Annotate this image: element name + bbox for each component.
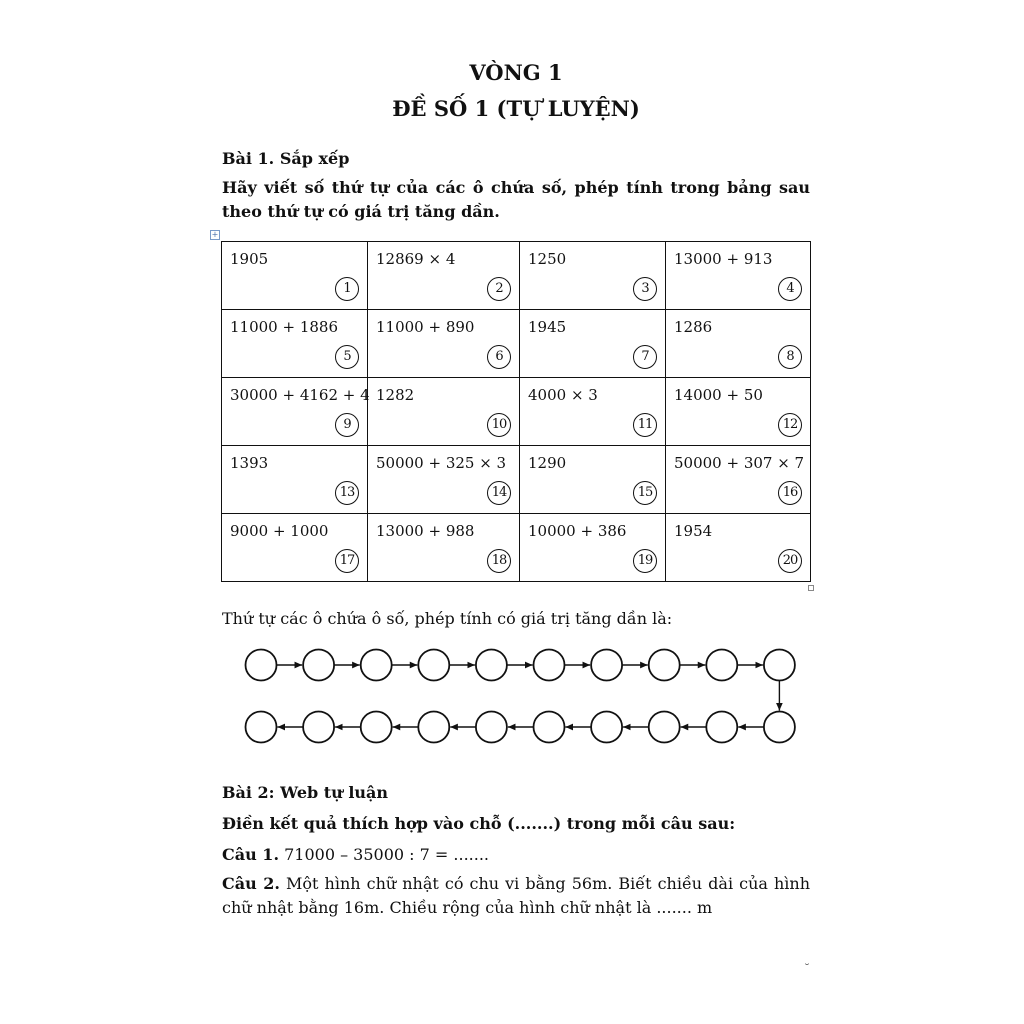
cell-expression: 30000 + 4162 + 4	[230, 386, 370, 404]
table-cell	[368, 514, 520, 582]
table-cell	[666, 446, 811, 514]
table-cell	[520, 514, 666, 582]
answer-slot-circle[interactable]	[418, 650, 449, 681]
cell-expression: 1286	[674, 318, 713, 336]
answer-slot-circle[interactable]	[246, 650, 277, 681]
table-cell	[520, 242, 666, 310]
answer-slot-circle[interactable]	[764, 712, 795, 743]
cell-expression: 1290	[528, 454, 567, 472]
table-cell	[520, 310, 666, 378]
cell-number-circle: 19	[633, 549, 657, 573]
bai2-heading: Bài 2: Web tự luận	[222, 783, 389, 802]
table-cell	[666, 514, 811, 582]
cell-number-circle: 8	[778, 345, 802, 369]
table-cell	[222, 378, 368, 446]
answer-slot-circle[interactable]	[303, 650, 334, 681]
cell-expression: 4000 × 3	[528, 386, 598, 404]
table-move-handle-icon[interactable]: +	[211, 230, 219, 239]
sorting-table	[221, 241, 811, 582]
cell-expression: 12869 × 4	[376, 250, 456, 268]
cell-number-circle: 11	[633, 413, 657, 437]
cell-number-circle: 1	[335, 277, 359, 301]
cell-number-circle: 2	[487, 277, 511, 301]
cell-number-circle: 20	[778, 549, 802, 573]
question-1-text: 71000 – 35000 : 7 = .......	[279, 845, 489, 864]
table-cell	[222, 242, 368, 310]
cell-expression: 10000 + 386	[528, 522, 627, 540]
cell-number-circle: 14	[487, 481, 511, 505]
cell-number-circle: 6	[487, 345, 511, 369]
answer-slot-circle[interactable]	[706, 712, 737, 743]
round-title: VÒNG 1	[469, 60, 563, 85]
cell-expression: 13000 + 913	[674, 250, 773, 268]
cell-number-circle: 3	[633, 277, 657, 301]
cell-number-circle: 13	[335, 481, 359, 505]
cell-number-circle: 5	[335, 345, 359, 369]
answer-slot-circle[interactable]	[534, 650, 565, 681]
cell-number-circle: 17	[335, 549, 359, 573]
table-cell	[222, 310, 368, 378]
cell-expression: 14000 + 50	[674, 386, 763, 404]
answer-slot-circle[interactable]	[246, 712, 277, 743]
bai1-instruction: Hãy viết số thứ tự của các ô chứa số, phép tính trong bảng sau theo thứ tự có giá trị tăng dần.	[222, 178, 810, 221]
answer-slot-circle[interactable]	[591, 650, 622, 681]
cell-number-circle: 9	[335, 413, 359, 437]
table-cell	[222, 514, 368, 582]
table-cell	[368, 446, 520, 514]
answer-slot-circle[interactable]	[418, 712, 449, 743]
answer-slot-circle[interactable]	[476, 650, 507, 681]
table-row	[222, 310, 811, 378]
cell-number-circle: 15	[633, 481, 657, 505]
answer-slot-circle[interactable]	[649, 712, 680, 743]
cell-number-circle: 10	[487, 413, 511, 437]
cell-number-circle: 4	[778, 277, 802, 301]
table-row	[222, 446, 811, 514]
answer-slot-circle[interactable]	[706, 650, 737, 681]
cell-expression: 50000 + 307 × 7	[674, 454, 805, 472]
answer-slot-circle[interactable]	[361, 650, 392, 681]
answer-slot-circle[interactable]	[534, 712, 565, 743]
question-2-text: Một hình chữ nhật có chu vi bằng 56m. Biết chiều dài của hình chữ nhật bằng 16m. Chiều rộng của hình chữ nhật là ....... m	[222, 874, 810, 917]
table-cell	[666, 310, 811, 378]
table-row	[222, 242, 811, 310]
cell-expression: 1905	[230, 250, 269, 268]
answer-slot-circle[interactable]	[361, 712, 392, 743]
table-cell	[520, 378, 666, 446]
answer-slot-circle[interactable]	[649, 650, 680, 681]
question-2-label: Câu 2.	[222, 874, 280, 893]
cell-expression: 1282	[376, 386, 415, 404]
answer-slot-circle[interactable]	[591, 712, 622, 743]
bai2-instruction: Điền kết quả thích hợp vào chỗ (.......) trong mỗi câu sau:	[222, 814, 736, 833]
page-mark: ˘	[804, 962, 810, 976]
table-row	[222, 378, 811, 446]
table-resize-handle-icon[interactable]	[808, 585, 814, 591]
cell-expression: 9000 + 1000	[230, 522, 329, 540]
question-1-label: Câu 1.	[222, 845, 280, 864]
table-cell	[222, 446, 368, 514]
question-1	[222, 845, 489, 864]
cell-number-circle: 18	[487, 549, 511, 573]
answer-slot-circle[interactable]	[764, 650, 795, 681]
answer-prompt: Thứ tự các ô chứa ô số, phép tính có giá trị tăng dần là:	[222, 609, 673, 628]
answer-slot-circle[interactable]	[476, 712, 507, 743]
cell-expression: 13000 + 988	[376, 522, 475, 540]
cell-expression: 1393	[230, 454, 269, 472]
cell-number-circle: 12	[778, 413, 802, 437]
cell-expression: 1250	[528, 250, 567, 268]
cell-expression: 11000 + 1886	[230, 318, 338, 336]
test-title: ĐỀ SỐ 1 (TỰ LUYỆN)	[392, 96, 640, 121]
answer-chain	[240, 645, 800, 750]
cell-expression: 1954	[674, 522, 713, 540]
cell-expression: 11000 + 890	[376, 318, 475, 336]
bai1-heading: Bài 1. Sắp xếp	[222, 149, 350, 168]
table-cell	[368, 378, 520, 446]
table-cell	[368, 310, 520, 378]
cell-expression: 50000 + 325 × 3	[376, 454, 507, 472]
table-cell	[368, 242, 520, 310]
table-cell	[666, 378, 811, 446]
table-row	[222, 514, 811, 582]
table-cell	[666, 242, 811, 310]
cell-expression: 1945	[528, 318, 567, 336]
table-cell	[520, 446, 666, 514]
question-2	[222, 872, 810, 920]
cell-number-circle: 16	[778, 481, 802, 505]
cell-number-circle: 7	[633, 345, 657, 369]
answer-slot-circle[interactable]	[303, 712, 334, 743]
